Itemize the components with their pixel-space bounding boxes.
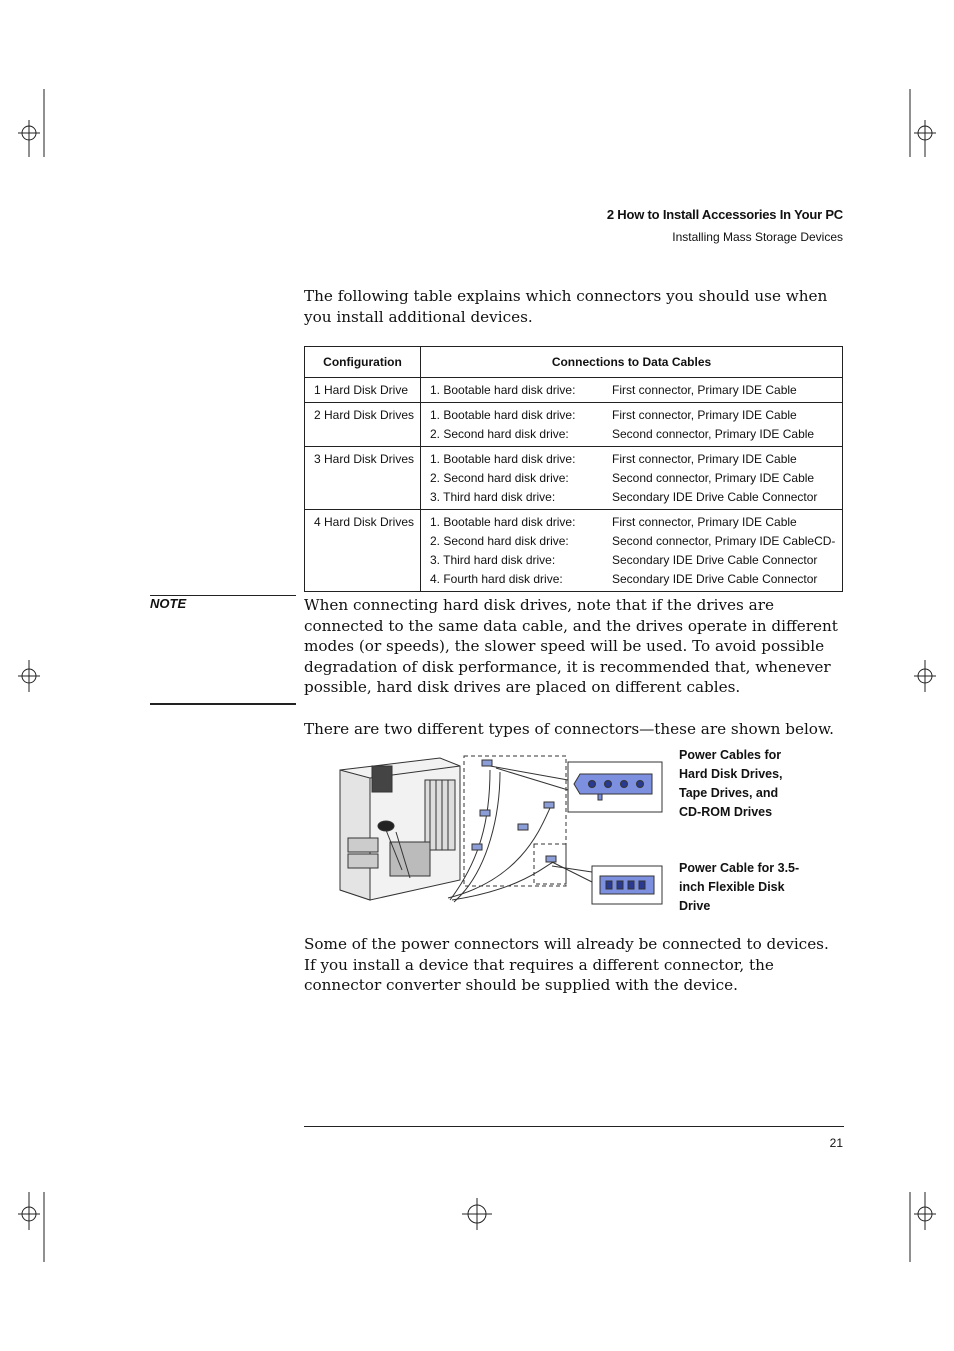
note-label: NOTE: [150, 596, 187, 611]
caption-line: Hard Disk Drives,: [679, 767, 783, 781]
connector-label: First connector, Primary IDE Cable: [612, 383, 797, 397]
section-header: Installing Mass Storage Devices: [672, 230, 843, 244]
drive-label: 1. Bootable hard disk drive:: [430, 408, 576, 422]
caption-line: inch Flexible Disk: [679, 880, 785, 894]
connectors-intro: There are two different types of connectors—these are shown below.: [304, 720, 834, 738]
caption-line: Tape Drives, and: [679, 786, 779, 800]
drive-label: 1. Bootable hard disk drive:: [430, 515, 576, 529]
table-header-row: [305, 347, 843, 378]
note-bottom-rule: [150, 703, 296, 705]
flexible-drive-caption: [679, 859, 799, 916]
column-header-connections: Connections to Data Cables: [421, 347, 843, 378]
connections-cell: [421, 403, 843, 447]
connector-label: First connector, Primary IDE Cable: [612, 515, 797, 529]
table-row: [305, 510, 843, 592]
drive-label: 1. Bootable hard disk drive:: [430, 452, 576, 466]
connector-label: First connector, Primary IDE Cable: [612, 452, 797, 466]
drive-label: 2. Second hard disk drive:: [430, 427, 569, 441]
connector-label: Second connector, Primary IDE Cable: [612, 427, 815, 441]
caption-line: Drive: [679, 899, 711, 913]
drive-label: 1. Bootable hard disk drive:: [430, 383, 576, 397]
pc-chassis-illustration: [340, 758, 460, 900]
caption-line: Power Cables for: [679, 748, 782, 762]
footer-rule: [304, 1126, 844, 1127]
config-cell: 1 Hard Disk Drive: [305, 378, 421, 403]
caption-line: CD-ROM Drives: [679, 805, 773, 819]
connections-cell: [421, 510, 843, 592]
drive-label: 2. Second hard disk drive:: [430, 534, 569, 548]
config-cell: 2 Hard Disk Drives: [305, 403, 421, 447]
drive-label: 3. Third hard disk drive:: [430, 553, 556, 567]
chapter-header: 2 How to Install Accessories In Your PC: [606, 207, 843, 222]
column-header-configuration: Configuration: [305, 347, 421, 378]
note-text: When connecting hard disk drives, note that if the drives are connected to the same data cable, and the drives operate in different modes (or speeds), the slower speed will be used. To avoid possible degradation of disk performance, it is recommended that, whenever possible, hard disk drives are placed on different cables.: [304, 596, 838, 696]
drive-label: 4. Fourth hard disk drive:: [430, 572, 563, 586]
connector-label: Second connector, Primary IDE Cable: [612, 471, 815, 485]
power-connectors-figure: [330, 750, 670, 910]
drive-label: 2. Second hard disk drive:: [430, 471, 569, 485]
intro-paragraph: The following table explains which connectors you should use when you install additional devices.: [304, 287, 828, 326]
config-cell: 4 Hard Disk Drives: [305, 510, 421, 592]
connector-label: Secondary IDE Drive Cable Connector: [612, 490, 818, 504]
connections-cell: [421, 378, 843, 403]
config-cell: 3 Hard Disk Drives: [305, 447, 421, 510]
caption-line: Power Cable for 3.5-: [679, 861, 800, 875]
connector-label: Second connector, Primary IDE CableCD-: [612, 534, 836, 548]
closing-paragraph: Some of the power connectors will already be connected to devices. If you install a device that requires a different connector, the connector converter should be supplied with the device.: [304, 935, 829, 994]
connections-cell: [421, 447, 843, 510]
connector-label: First connector, Primary IDE Cable: [612, 408, 797, 422]
table-row: [305, 378, 843, 403]
table-row: [305, 447, 843, 510]
connections-table: [304, 346, 843, 592]
drive-label: 3. Third hard disk drive:: [430, 490, 556, 504]
power-cables-caption: [679, 746, 783, 822]
page-number: 21: [829, 1136, 843, 1150]
table-row: [305, 403, 843, 447]
connector-label: Secondary IDE Drive Cable Connector: [612, 553, 818, 567]
connector-label: Secondary IDE Drive Cable Connector: [612, 572, 818, 586]
